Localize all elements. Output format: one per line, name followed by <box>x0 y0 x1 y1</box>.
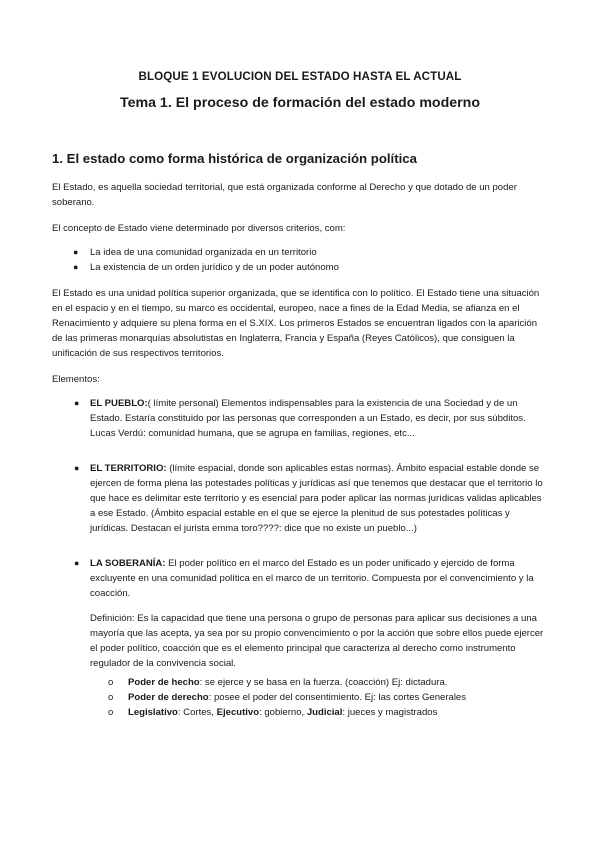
element-description: (límite espacial, donde son aplicables estas normas). Ámbito espacial estable donde se ejercen de forma plena las potestades políticas y jurídicas así que tenemos que destacar que el territorio lo que hace es delimitar este territorio y es esencial para poder aplicar las normas jurídicas validas aplicables a ese Estado. (Ámbito espacial estable en el que se ejerce la plenitud de sus potestades políticas y jurídicas. Destacan el jurista emma toro????: dice que no existe un pueblo...) <box>90 463 543 534</box>
power-term: Ejecutivo <box>216 707 260 718</box>
power-term: Judicial <box>306 707 343 718</box>
element-description: ( límite personal) Elementos indispensables para la existencia de una Sociedad y de un Estado. Estaría constituido por las personas que corresponden a un Estado, es decir, por sus súbditos. Lucas Verdú: comunidad humana, que se agrupa en familias, regiones, etc... <box>90 398 526 439</box>
element-territorio-text <box>90 461 548 536</box>
element-territorio <box>52 461 548 536</box>
element-soberania-text <box>90 556 548 601</box>
block-title: BLOQUE 1 EVOLUCION DEL ESTADO HASTA EL ACTUAL <box>138 70 462 83</box>
circle-bullet-icon: o <box>108 677 114 688</box>
sovereignty-definition: Definición: Es la capacidad que tiene una persona o grupo de personas para aplicar sus decisiones a una mayoría que las acepta, ya sea por su propio convencimiento o por la acción que sobre ellos puede ejercer el poder político, coacción que es el elemento principal que caracteriza al derecho como instrumento regulador de la convivencia social. <box>90 613 544 669</box>
criteria-item <box>52 245 548 260</box>
paragraph-definition: El Estado, es aquella sociedad territorial, que está organizada conforme al Derecho y que dotado de un poder soberano. <box>52 182 517 208</box>
criteria-item <box>52 260 548 275</box>
elements-list <box>52 396 548 720</box>
element-term: EL TERRITORIO: <box>90 463 167 474</box>
element-soberania <box>52 556 548 720</box>
power-description: : jueces y magistrados <box>342 707 438 718</box>
power-type-item <box>90 675 548 690</box>
power-description: : gobierno, <box>259 707 307 718</box>
power-term: Poder de hecho <box>128 677 200 688</box>
paragraph-history: El Estado es una unidad política superior organizada, que se identifica con lo político. El Estado tiene una situación en el espacio y en el tiempo, su marco es occidental, europeo, nace a fines de la Edad Media, se afianza en el Renacimiento y adquiere su plena forma en el S.XIX. Los primeros Estados se encuentran ligados con la aparición de las primeras monarquías absolutistas en Inglaterra, Francia y España (Reyes Católicos), que consiguen la unificación de sus respectivos territorios. <box>52 288 540 359</box>
power-type-item <box>90 705 548 720</box>
element-description: El poder político en el marco del Estado es un poder unificado y ejercido de forma excluyente en una comunidad política en el marco de un territorio. Compuesta por el convencimiento y la coacción. <box>90 558 534 599</box>
bullet-icon: ● <box>74 398 80 408</box>
bullet-icon: ● <box>73 247 79 257</box>
paragraph-criteria-intro: El concepto de Estado viene determinado por diversos criterios, com: <box>52 223 346 234</box>
power-description: : se ejerce y se basa en la fuerza. (coacción) Ej: dictadura. <box>199 677 448 688</box>
topic-title: Tema 1. El proceso de formación del estado moderno <box>119 95 481 111</box>
power-description: : Cortes, <box>177 707 217 718</box>
criteria-item-text: La idea de una comunidad organizada en un territorio <box>90 247 317 258</box>
element-term: EL PUEBLO: <box>90 398 148 409</box>
criteria-item-text: La existencia de un orden jurídico y de un poder autónomo <box>90 262 339 273</box>
element-term: LA SOBERANÍA: <box>90 558 166 569</box>
power-term: Poder de derecho <box>128 692 209 703</box>
bullet-icon: ● <box>74 463 80 473</box>
power-term: Legislativo <box>128 707 178 718</box>
criteria-list <box>52 245 548 275</box>
power-types-list <box>90 675 548 720</box>
section-heading: 1. El estado como forma histórica de organización política <box>52 151 417 166</box>
element-pueblo-text <box>90 396 548 441</box>
bullet-icon: ● <box>74 558 80 568</box>
circle-bullet-icon: o <box>108 692 114 703</box>
power-description: : posee el poder del consentimiento. Ej: las cortes Generales <box>208 692 467 703</box>
elements-label: Elementos: <box>52 374 100 385</box>
circle-bullet-icon: o <box>108 707 114 718</box>
bullet-icon: ● <box>73 262 79 272</box>
element-pueblo <box>52 396 548 441</box>
power-type-item <box>90 690 548 705</box>
document-page <box>52 70 548 740</box>
